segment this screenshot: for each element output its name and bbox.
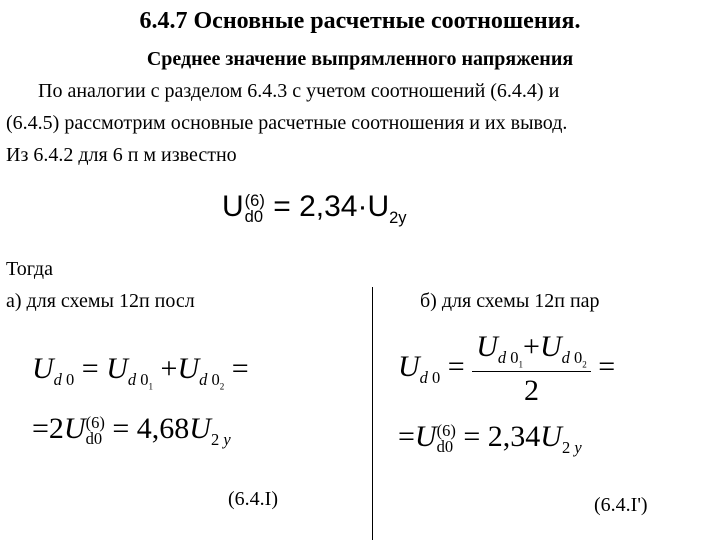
a1-d2: d bbox=[199, 370, 208, 389]
intro-line-3: Из 6.4.2 для 6 п м известно bbox=[6, 144, 237, 166]
b1-num-d2: d bbox=[561, 348, 570, 367]
b1-numerator bbox=[472, 330, 591, 372]
b1-equals: = bbox=[447, 350, 465, 384]
b1-fraction bbox=[472, 330, 591, 408]
case-b-label: б) для схемы 12п пар bbox=[420, 290, 600, 312]
b1-num-1: 1 bbox=[518, 359, 524, 370]
a1-sub2b: 2 bbox=[219, 381, 225, 392]
case-a-label: а) для схемы 12п посл bbox=[6, 290, 195, 312]
b1-num-u1: U bbox=[476, 330, 498, 363]
b1-num-u2: U bbox=[539, 330, 562, 363]
a1-sub1b: 1 bbox=[148, 381, 154, 392]
a2-u: U bbox=[63, 412, 86, 445]
a2-u2: U bbox=[189, 412, 211, 445]
a1-d: d bbox=[53, 370, 62, 389]
a1-u1: U bbox=[106, 352, 128, 385]
main-formula-sup: (6) bbox=[244, 191, 265, 210]
b1-num-02: 0 bbox=[574, 348, 583, 367]
main-formula-sub2: 2y bbox=[389, 209, 407, 227]
a2-y: y bbox=[223, 430, 231, 449]
intro-line-1: По аналогии с разделом 6.4.3 с учетом соотношений (6.4.4) и bbox=[38, 80, 560, 102]
a1-plus: + bbox=[160, 352, 178, 385]
b1-zero: 0 bbox=[432, 368, 441, 388]
b1-num-2: 2 bbox=[582, 359, 587, 370]
main-formula-coefficient: 2,34 bbox=[299, 190, 358, 223]
main-formula-dot: · bbox=[357, 190, 368, 223]
a2-two: 2 bbox=[48, 412, 64, 445]
main-formula-equals: = bbox=[273, 190, 291, 223]
main-formula-u2: U bbox=[367, 190, 390, 223]
a1-equals: = bbox=[81, 352, 99, 385]
case-b-equation-number: (6.4.I') bbox=[594, 494, 648, 516]
page-subtitle: Среднее значение выпрямленного напряжения bbox=[146, 48, 574, 70]
a1-zero: 0 bbox=[66, 370, 75, 389]
b1-num-01: 0 bbox=[510, 348, 519, 367]
b2-u: U bbox=[414, 420, 437, 453]
a2-sub2: 2 bbox=[210, 430, 220, 449]
a2-sup: (6) bbox=[85, 412, 105, 432]
main-formula-sub: d0 bbox=[244, 208, 264, 226]
b1-d: d bbox=[419, 368, 428, 388]
column-divider bbox=[372, 287, 373, 540]
b1-denominator: 2 bbox=[524, 374, 539, 408]
b2-y: y bbox=[574, 438, 582, 457]
b2-sub: d0 bbox=[436, 437, 454, 456]
b1-u: U bbox=[398, 350, 420, 384]
a1-d1: d bbox=[127, 370, 137, 389]
case-b-formula-line-1 bbox=[398, 330, 615, 408]
a1-sub1: 0 bbox=[140, 370, 149, 389]
b2-equals-2: = bbox=[463, 420, 481, 453]
b2-sup: (6) bbox=[436, 420, 456, 440]
b1-plus: + bbox=[523, 330, 540, 363]
b1-num-d1: d bbox=[497, 348, 507, 367]
b2-coefficient: 2,34 bbox=[487, 420, 541, 453]
a2-sub: d0 bbox=[85, 429, 103, 448]
page-title: 6.4.7 Основные расчетные соотношения. bbox=[139, 8, 581, 34]
intro-line-2: (6.4.5) рассмотрим основные расчетные соотношения и их вывод. bbox=[6, 112, 568, 134]
b2-sub2: 2 bbox=[561, 438, 571, 457]
a1-sub2: 0 bbox=[211, 370, 220, 389]
a2-coefficient: 4,68 bbox=[136, 412, 190, 445]
case-a-formula-line-2 bbox=[32, 412, 231, 450]
a2-equals-2: = bbox=[112, 412, 130, 445]
b1-equals-2: = bbox=[598, 350, 616, 384]
a1-equals-2: = bbox=[231, 352, 249, 385]
then-label: Тогда bbox=[6, 258, 53, 280]
case-b-formula-line-2 bbox=[398, 420, 582, 458]
a1-u: U bbox=[32, 352, 54, 385]
a1-u2: U bbox=[177, 352, 200, 385]
main-formula bbox=[222, 190, 407, 228]
b2-u2: U bbox=[540, 420, 562, 453]
main-formula-u: U bbox=[222, 190, 244, 223]
case-a-formula-line-1 bbox=[32, 352, 249, 391]
a2-equals: = bbox=[32, 412, 49, 445]
case-a-equation-number: (6.4.I) bbox=[228, 488, 278, 510]
b2-equals: = bbox=[398, 420, 415, 453]
